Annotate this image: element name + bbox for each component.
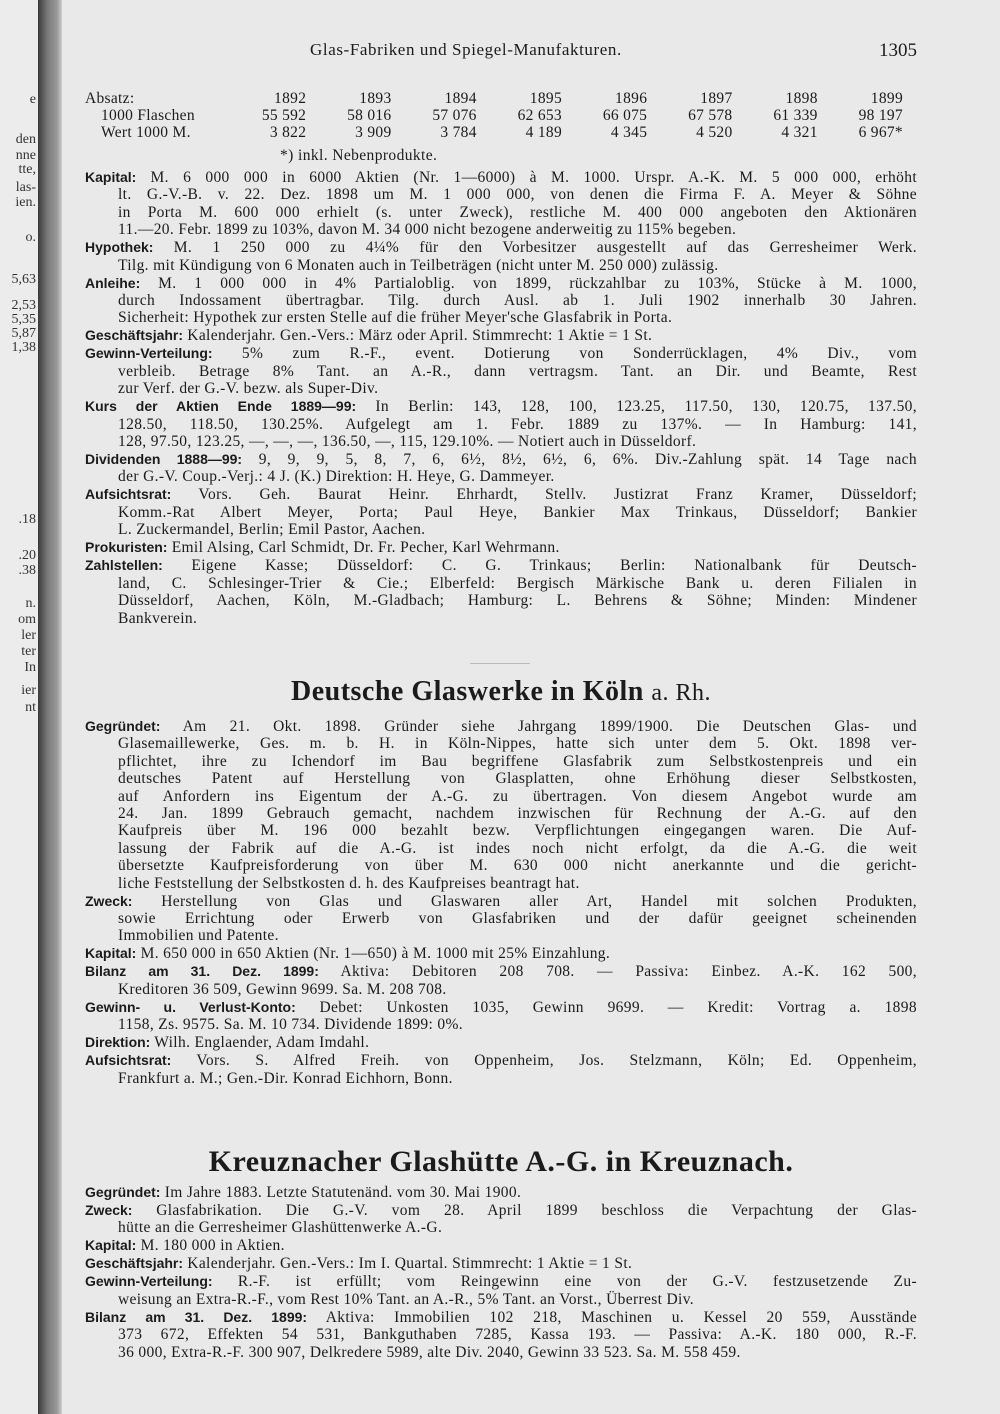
entry-label: Prokuristen: (85, 539, 168, 556)
entry-text: Kaufpreis über M. 196 000 bezahlt bezw. Verpflichtungen eingegangen waren. Die Auf- (118, 822, 917, 840)
entry-line (85, 840, 917, 857)
entry-text: Kalenderjahr. Gen.-Vers.: März oder April. Stimmrecht: 1 Aktie = 1 St. (187, 327, 653, 345)
entry-text: In Berlin: 143, 128, 100, 123.25, 117.50, 130, 120.75, 137.50, (375, 398, 917, 416)
adjacent-page-fragment: las- (15, 180, 36, 195)
entry-text: Vors. S. Alfred Freih. von Oppenheim, Jos. Stelzmann, Köln; Ed. Oppenheim, (196, 1052, 917, 1070)
entry-paragraph (85, 1309, 917, 1361)
adjacent-page-fragment: 2,53 (11, 298, 36, 313)
entry-text: 9, 9, 9, 5, 8, 7, 6, 6½, 8½, 6½, 6, 6%. Div.-Zahlung spät. 14 Tage nach (258, 451, 917, 469)
entry-text: M. 1 250 000 zu 4¼% für den Vorbesitzer ausgestellt auf das Gerresheimer Werk. (173, 239, 917, 257)
book-gutter (38, 0, 62, 1414)
entry-paragraph (85, 1202, 917, 1237)
entry-line (85, 327, 917, 344)
adjacent-page-fragment: nt (25, 700, 36, 715)
entry-text: Immobilien und Patente. (118, 927, 279, 945)
entry-line (85, 204, 917, 221)
entry-line (85, 927, 917, 944)
entry-paragraph (85, 345, 917, 397)
heading-main: Deutsche Glaswerke in Köln (290, 676, 644, 707)
entry-line (85, 981, 917, 998)
table-row (85, 107, 917, 124)
entry-line (85, 1255, 917, 1272)
adjacent-page-edge (0, 0, 38, 1414)
adjacent-page-fragment: ter (21, 644, 36, 659)
adjacent-page-fragment: e (29, 92, 36, 107)
entry-label: Gewinn- u. Verlust-Konto: (85, 998, 296, 1015)
entry-text: durch Indossament übertragbar. Tilg. durch Ausl. ab 1. Juli 1902 innerhalb 30 Jahren. (118, 292, 917, 310)
adjacent-page-fragment: In (24, 660, 36, 675)
entry-line (85, 735, 917, 752)
entry-text: Wilh. Englaender, Adam Imdahl. (154, 1034, 370, 1052)
entry-text: Sicherheit: Hypothek zur ersten Stelle auf die früher Meyer'sche Glasfabrik in Porta. (118, 309, 673, 327)
table-cell: 67 578 (688, 107, 733, 124)
entry-text: lassung der Fabrik auf die A.-G. ist indes noch nicht erfolgt, da die A.-G. die weit (118, 839, 917, 857)
year-header: 1892 (274, 90, 307, 107)
table-cell: 3 909 (355, 124, 392, 141)
entry-text: in Porta M. 600 000 erhielt (s. unter Zweck), restliche M. 400 000 angeboten den Aktionären (118, 203, 917, 221)
adjacent-page-fragment: .20 (18, 548, 36, 563)
entry-text: übersetzte Kaufpreisforderung von über M. 630 000 nicht anerkannte und die gericht- (118, 857, 917, 875)
entry-label: Zahlstellen: (85, 557, 163, 574)
entry-line (85, 753, 917, 770)
entry-line (85, 1184, 917, 1201)
entry-text: Bankverein. (118, 609, 198, 627)
entry-paragraph (85, 999, 917, 1034)
entry-line (85, 575, 917, 592)
entry-paragraph (85, 451, 917, 486)
entry-text: lt. G.-V.-B. v. 22. Dez. 1898 um M. 1 000 000, von denen die Firma F. A. Meyer & Söhne (118, 186, 917, 204)
table-footnote: *) inkl. Nebenprodukte. (280, 147, 438, 164)
row-label: Wert 1000 M. (101, 124, 191, 141)
entry-text: Am 21. Okt. 1898. Gründer siehe Jahrgang 1899/1900. Die Deutschen Glas- und (182, 718, 917, 735)
entry-text: M. 1 000 000 in 4% Partialoblig. von 1899, rückzahlbar zu 103%, Stücke à M. 1000, (158, 274, 917, 292)
entry-label: Geschäftsjahr: (85, 1255, 184, 1272)
entry-text: weisung an Extra-R.-F., vom Rest 10% Tant. an A.-R., 5% Tant. an Vorst., Überrest Div. (118, 1290, 695, 1308)
adjacent-page-fragment: nne (15, 148, 36, 163)
adjacent-page-fragment: 1,38 (11, 340, 36, 355)
entry-paragraph (85, 557, 917, 627)
entry-line (85, 1273, 917, 1290)
entry-text: 128.50, 118.50, 130.25%. Aufgelegt am 1. Febr. 1889 zu 137%. — In Hamburg: 141, (118, 415, 917, 433)
entry-text: Tilg. mit Kündigung von 6 Monaten auch in Teilbeträgen (nicht unter M. 250 000) zulässig. (118, 256, 719, 274)
entry-line (85, 1291, 917, 1308)
entry-line (85, 451, 917, 468)
entry-paragraph (85, 718, 917, 892)
entry-text: M. 180 000 in Aktien. (140, 1237, 285, 1255)
adjacent-page-fragment: 5,35 (11, 312, 36, 327)
entry-line (85, 1052, 917, 1069)
entry-line (85, 309, 917, 326)
entry-line (85, 433, 917, 450)
adjacent-page-fragment: o. (25, 230, 36, 245)
entry-text: liche Feststellung der Selbstkosten d. h. des Kaufpreises beantragt hat. (118, 874, 580, 892)
adjacent-page-fragment: n. (25, 596, 36, 611)
divider (470, 663, 530, 664)
running-title: Glas-Fabriken und Spiegel-Manufakturen. (310, 40, 622, 59)
year-header: 1893 (359, 90, 392, 107)
entry-line (85, 257, 917, 274)
entry-line (85, 504, 917, 521)
adjacent-page-fragment: ler (21, 628, 36, 643)
entry-line (85, 380, 917, 397)
entry-label: Aufsichtsrat: (85, 1052, 172, 1069)
entry-paragraph (85, 1184, 917, 1201)
entry-text: auf Anfordern ins Eigentum der A.-G. zu übertragen. Von diesem Angebot wurde am (118, 787, 917, 805)
entry-paragraph (85, 486, 917, 538)
entry-label: Hypothek: (85, 239, 154, 256)
entry-line (85, 398, 917, 415)
entry-text: 5% zum R.-F., event. Dotierung von Sonderrücklagen, 4% Div., vom (241, 345, 917, 363)
entry-line (85, 539, 917, 556)
entry-line (85, 169, 917, 186)
entry-label: Direktion: (85, 1034, 151, 1051)
entry-text: 1158, Zs. 9575. Sa. M. 10 734. Dividende 1899: 0%. (118, 1016, 463, 1034)
adjacent-page-fragment: om (18, 612, 36, 627)
entry-text: Düsseldorf, Aachen, Köln, M.-Gladbach; Hamburg: L. Behrens & Söhne; Minden: Mindener (118, 592, 917, 610)
entry-text: Glasfabrikation. Die G.-V. vom 28. April 1899 beschloss die Verpachtung der Glas- (156, 1202, 917, 1219)
entry-line (85, 1326, 917, 1343)
absatz-table (85, 90, 917, 141)
page-number: 1305 (879, 40, 917, 61)
entry-label: Kapital: (85, 945, 137, 962)
entry-text: Kalenderjahr. Gen.-Vers.: Im I. Quartal. Stimmrecht: 1 Aktie = 1 St. (187, 1255, 633, 1273)
entry-text: Eigene Kasse; Düsseldorf: C. G. Trinkaus; Berlin: Nationalbank für Deutsch- (191, 557, 917, 575)
entry-text: 36 000, Extra-R.-F. 300 907, Delkredere 5989, alte Div. 2040, Gewinn 33 523. Sa. M. 558 459. (118, 1343, 741, 1361)
entry-line (85, 468, 917, 485)
entry-paragraph (85, 1273, 917, 1308)
entry-paragraph (85, 169, 917, 239)
entry-label: Gegründet: (85, 1184, 161, 1200)
entry-paragraph (85, 327, 917, 344)
adjacent-page-fragment: tte, (18, 162, 36, 177)
entry-line (85, 875, 917, 892)
entry-text: 11.—20. Febr. 1899 zu 103%, davon M. 34 000 nicht bezogene anderweitig zu 115% begeben. (118, 221, 737, 239)
adjacent-page-fragment: .18 (18, 512, 36, 527)
entry-label: Zweck: (85, 892, 133, 909)
entry-paragraph (85, 539, 917, 556)
row-label: 1000 Flaschen (101, 107, 195, 124)
entry-text: 24. Jan. 1899 Gebrauch gemacht, nachdem inzwischen für Rechnung der A.-G. auf den (118, 805, 917, 823)
entry-line (85, 416, 917, 433)
section-deutsche-glaswerke (85, 718, 917, 1088)
entry-text: Herstellung von Glas und Glaswaren aller Art, Handel mit solchen Produkten, (161, 892, 917, 910)
entry-line (85, 770, 917, 787)
adjacent-page-fragment: 5,87 (11, 326, 36, 341)
entry-label: Anleihe: (85, 274, 141, 291)
entry-line (85, 345, 917, 362)
year-header: 1894 (444, 90, 477, 107)
entry-line (85, 999, 917, 1016)
entry-line (85, 521, 917, 538)
entry-text: R.-F. ist erfüllt; vom Reingewinn eine von der G.-V. festzusetzende Zu- (237, 1273, 917, 1291)
entry-line (85, 592, 917, 609)
entry-line (85, 945, 917, 962)
adjacent-page-fragment: ien. (15, 195, 36, 210)
table-row (85, 124, 917, 141)
entry-text: land, C. Schlesinger-Trier & Cie.; Elberfeld: Bergisch Märkische Bank u. deren Filialen in (118, 574, 917, 592)
entry-text: Emil Alsing, Carl Schmidt, Dr. Fr. Pecher, Karl Wehrmann. (171, 539, 560, 557)
table-cell: 57 076 (432, 107, 477, 124)
entry-line (85, 275, 917, 292)
entry-line (85, 557, 917, 574)
entry-text: M. 650 000 in 650 Aktien (Nr. 1—650) à M. 1000 mit 25% Einzahlung. (140, 945, 611, 963)
table-cell: 4 345 (610, 124, 648, 141)
entry-line (85, 1202, 917, 1219)
entry-text: Vors. Geh. Baurat Heinr. Ehrhardt, Stellv. Justizrat Franz Kramer, Düsseldorf; (198, 486, 917, 504)
heading-suffix: a. Rh. (651, 680, 712, 706)
entry-line (85, 893, 917, 910)
year-header: 1899 (870, 90, 903, 107)
entry-text: der G.-V. Coup.-Verj.: 4 J. (K.) Direktion: H. Heye, G. Dammeyer. (118, 468, 555, 486)
entry-line (85, 1309, 917, 1326)
year-header: 1896 (615, 90, 648, 107)
entry-paragraph (85, 1255, 917, 1272)
entry-label: Kapital: (85, 1237, 137, 1254)
entry-line (85, 1219, 917, 1236)
entry-line (85, 221, 917, 238)
entry-line (85, 610, 917, 627)
entry-line (85, 910, 917, 927)
entry-line (85, 186, 917, 203)
entry-text: Glasemaillewerke, Ges. m. b. H. in Köln-Nippes, hatte sich unter dem 5. Okt. 1898 ver- (118, 735, 917, 753)
entry-text: hütte an die Gerresheimer Glashüttenwerke A.-G. (118, 1219, 443, 1237)
entry-paragraph (85, 1237, 917, 1254)
company-heading-deutsche-glaswerke (85, 676, 917, 708)
table-cell: 3 822 (269, 124, 307, 141)
entry-line (85, 363, 917, 380)
entry-paragraph (85, 963, 917, 998)
table-cell: 4 189 (525, 124, 562, 141)
entry-text: Frankfurt a. M.; Gen.-Dir. Konrad Eichhorn, Bonn. (118, 1069, 453, 1087)
entry-text: Komm.-Rat Albert Meyer, Porta; Paul Heye, Bankier Max Trinkaus, Düsseldorf; Bankier (118, 503, 917, 521)
year-header: 1898 (785, 90, 818, 107)
adjacent-page-fragment: .38 (18, 563, 36, 578)
entry-text: pflichtet, ihre zu Ichendorf im Bau begriffene Glasfabrik zum Selbstkostenpreis und ein (118, 752, 917, 770)
entry-paragraph (85, 239, 917, 274)
table-cell: 62 653 (517, 107, 562, 124)
table-cell: 55 592 (261, 107, 307, 124)
entry-line (85, 1237, 917, 1254)
entry-text: deutsches Patent auf Herstellung von Glasplatten, ohne Erhöhung dieser Selbstkosten, (118, 770, 917, 788)
adjacent-page-fragment: 5,63 (11, 272, 36, 287)
entry-label: Gewinn-Verteilung: (85, 1273, 213, 1290)
table-cell: 66 075 (602, 107, 648, 124)
entry-line (85, 1034, 917, 1051)
entry-text: Kreditoren 36 509, Gewinn 9699. Sa. M. 208 708. (118, 980, 447, 998)
entry-label: Gewinn-Verteilung: (85, 345, 213, 362)
entry-line (85, 1344, 917, 1361)
entry-paragraph (85, 1034, 917, 1051)
entry-label: Kapital: (85, 169, 137, 185)
entry-line (85, 718, 917, 735)
entry-text: Im Jahre 1883. Letzte Statutenänd. vom 30. Mai 1900. (164, 1184, 522, 1201)
entry-label: Bilanz am 31. Dez. 1899: (85, 963, 319, 980)
table-cell: 3 784 (440, 124, 477, 141)
entry-line (85, 857, 917, 874)
entry-line (85, 486, 917, 503)
table-header-row (85, 90, 917, 107)
section-kreuznacher-glashuette (85, 1184, 917, 1362)
table-cell: 61 339 (773, 107, 818, 124)
entry-text: Aktiva: Debitoren 208 708. — Passiva: Einbez. A.-K. 162 500, (340, 963, 917, 981)
entry-line (85, 963, 917, 980)
entry-label: Kurs der Aktien Ende 1889—99: (85, 398, 357, 415)
table-label: Absatz: (85, 90, 135, 107)
entry-paragraph (85, 893, 917, 945)
entry-text: 128, 97.50, 123.25, —, —, —, 136.50, —, 115, 129.10%. — Notiert auch in Düsseldorf. (118, 433, 697, 451)
table-cell: 4 520 (696, 124, 733, 141)
entry-line (85, 788, 917, 805)
entry-text: L. Zuckermandel, Berlin; Emil Pastor, Aachen. (118, 521, 426, 539)
entry-line (85, 805, 917, 822)
entry-paragraph (85, 398, 917, 450)
table-cell: 6 967* (858, 124, 903, 141)
entry-text: Debet: Unkosten 1035, Gewinn 9699. — Kredit: Vortrag a. 1898 (319, 998, 917, 1016)
entry-line (85, 239, 917, 256)
entry-text: verbleib. Betrage 8% Tant. an A.-R., dann vertragsm. Tant. an Dir. und Beamte, Rest (118, 362, 917, 380)
entry-paragraph (85, 945, 917, 962)
entry-label: Bilanz am 31. Dez. 1899: (85, 1308, 308, 1325)
entry-line (85, 1016, 917, 1033)
entry-paragraph (85, 275, 917, 327)
company-heading-kreuznacher-glashuette: Kreuznacher Glashütte A.-G. in Kreuznach. (208, 1145, 794, 1178)
section-glasfabrik-entries (85, 169, 917, 628)
table-cell: 58 016 (347, 107, 392, 124)
adjacent-page-fragment: den (15, 132, 36, 147)
entry-label: Zweck: (85, 1202, 133, 1218)
adjacent-page-fragment: ier (21, 683, 36, 698)
entry-label: Gegründet: (85, 718, 161, 734)
entry-line (85, 1070, 917, 1087)
year-header: 1895 (529, 90, 562, 107)
entry-text: sowie Errichtung oder Erwerb von Glasfabriken und der dafür geeignet scheinenden (118, 910, 917, 928)
entry-text: 373 672, Effekten 54 531, Bankguthaben 7285, Kassa 193. — Passiva: A.-K. 180 000, R.-F. (118, 1326, 917, 1344)
year-header: 1897 (700, 90, 733, 107)
entry-line (85, 292, 917, 309)
entry-text: Aktiva: Immobilien 102 218, Maschinen u. Kessel 20 559, Ausstände (325, 1308, 917, 1326)
entry-text: zur Verf. der G.-V. bezw. als Super-Div. (118, 380, 379, 398)
entry-label: Aufsichtsrat: (85, 486, 172, 503)
table-cell: 98 197 (858, 107, 903, 124)
entry-label: Geschäftsjahr: (85, 327, 184, 344)
entry-paragraph (85, 1052, 917, 1087)
entry-label: Dividenden 1888—99: (85, 451, 243, 468)
entry-line (85, 822, 917, 839)
entry-text: M. 6 000 000 in 6000 Aktien (Nr. 1—6000) à M. 1000. Urspr. A.-K. M. 5 000 000, erhöht (150, 169, 917, 186)
table-cell: 4 321 (781, 124, 818, 141)
